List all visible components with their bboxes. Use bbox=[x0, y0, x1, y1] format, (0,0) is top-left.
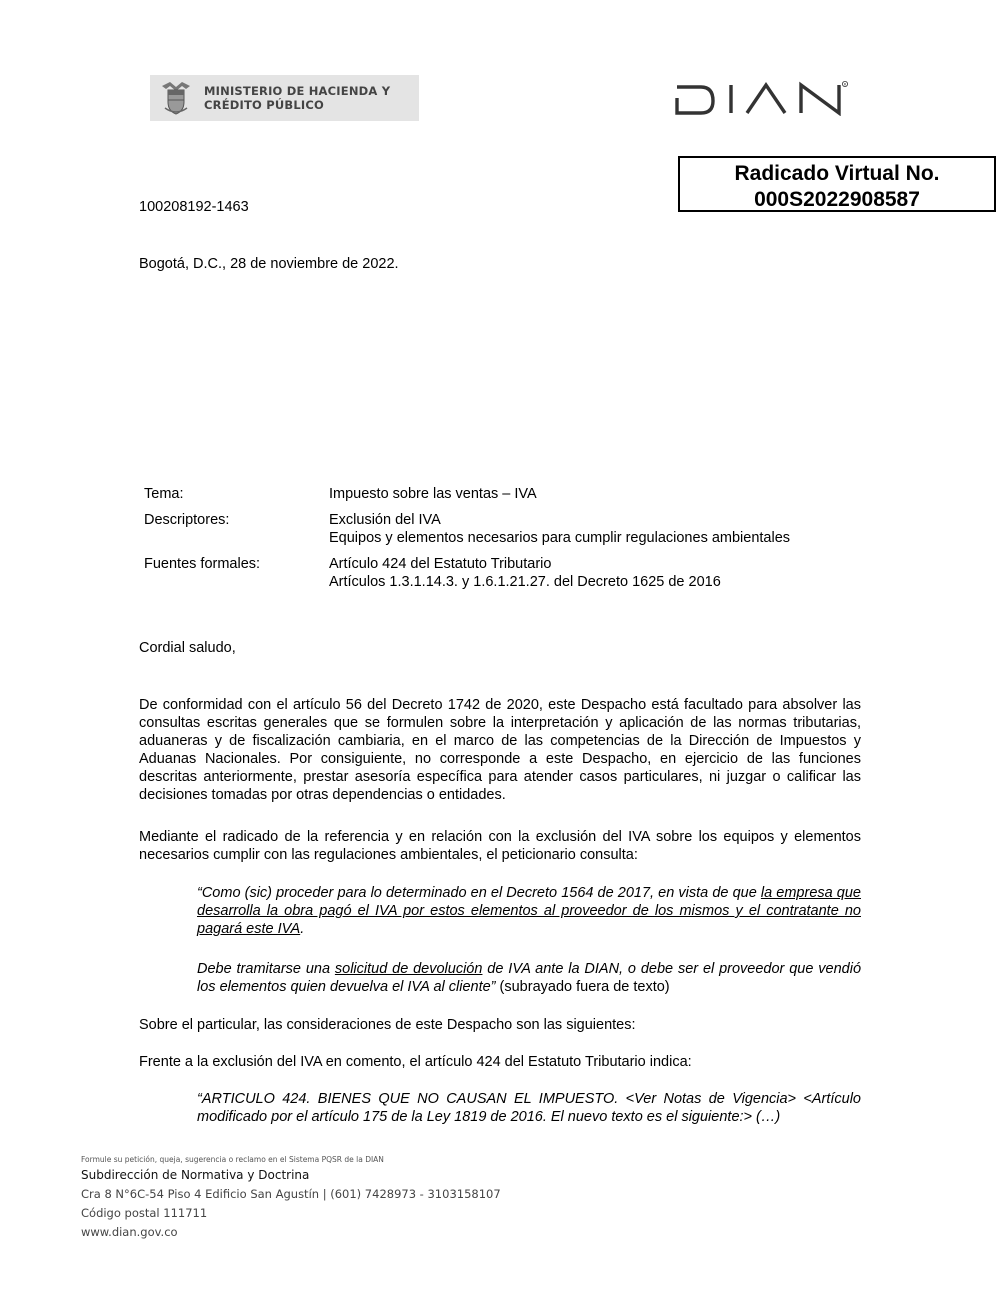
letter-date: Bogotá, D.C., 28 de noviembre de 2022. bbox=[139, 256, 399, 272]
meta-row-descriptores bbox=[144, 511, 790, 547]
greeting: Cordial saludo, bbox=[139, 640, 236, 656]
meta-row-fuentes bbox=[144, 555, 790, 591]
meta-value bbox=[329, 485, 537, 503]
radicado-title: Radicado Virtual No. bbox=[734, 162, 940, 185]
meta-value-line: Impuesto sobre las ventas – IVA bbox=[329, 486, 537, 502]
ministry-name bbox=[204, 84, 390, 112]
meta-value-line: Artículo 424 del Estatuto Tributario bbox=[329, 556, 552, 572]
paragraph-consideraciones: Sobre el particular, las consideraciones de este Despacho son las siguientes: bbox=[139, 1017, 636, 1033]
quote-text: Debe tramitarse una bbox=[197, 961, 335, 977]
quote-note: (subrayado fuera de texto) bbox=[495, 979, 670, 995]
radicado-box bbox=[678, 156, 996, 212]
footer-office: Subdirección de Normativa y Doctrina bbox=[81, 1168, 310, 1182]
quote-underlined-text: la empresa que desarrolla la obra pagó el IVA por estos elementos al proveedor de los mismos y el contratante no pagará este IVA bbox=[197, 885, 861, 937]
meta-value-line: Artículos 1.3.1.14.3. y 1.6.1.21.27. del Decreto 1625 de 2016 bbox=[329, 574, 721, 590]
quote-consulta-1 bbox=[197, 884, 861, 938]
meta-label: Fuentes formales: bbox=[144, 556, 261, 572]
footer-address: Cra 8 N°6C-54 Piso 4 Edificio San Agustín | (601) 7428973 - 3103158107 bbox=[81, 1187, 501, 1201]
meta-value-line: Exclusión del IVA bbox=[329, 512, 441, 528]
colombia-coat-of-arms-icon bbox=[156, 78, 196, 118]
reference-number: 100208192-1463 bbox=[139, 199, 249, 215]
dian-logo bbox=[675, 80, 850, 116]
svg-text:R: R bbox=[843, 82, 847, 87]
ministry-name-line1: MINISTERIO DE HACIENDA Y bbox=[204, 84, 391, 98]
meta-value bbox=[329, 511, 790, 547]
quote-underlined-text: solicitud de devolución bbox=[334, 961, 483, 977]
radicado-number: 000S2022908587 bbox=[754, 188, 920, 211]
paragraph-competence: De conformidad con el artículo 56 del Decreto 1742 de 2020, este Despacho está facultado para absolver las consultas escritas generales que se formulen sobre la interpretación y aplicación de las normas tributarias, aduaneras y de fiscalización cambiaria, en el marco de las competencias de la Dirección de Impuestos y Aduanas Nacionales. Por consiguiente, no corresponde a este Despacho, en ejercicio de las funciones descritas anteriormente, prestar asesoría específica para atender casos particulares, ni juzgar o calificar las decisiones tomadas por otras dependencias o entidades. bbox=[139, 697, 861, 803]
quote-text: “Como (sic) proceder para lo determinado en el Decreto 1564 de 2017, en vista de que bbox=[197, 885, 761, 901]
meta-value bbox=[329, 555, 721, 591]
footer-postal-code: Código postal 111711 bbox=[81, 1206, 208, 1220]
metadata-table bbox=[144, 485, 790, 599]
footer-pqsr: Formule su petición, queja, sugerencia o reclamo en el Sistema PQSR de la DIAN bbox=[81, 1155, 384, 1164]
paragraph-articulo: Frente a la exclusión del IVA en comento, el artículo 424 del Estatuto Tributario indica: bbox=[139, 1054, 692, 1070]
ministry-logo bbox=[150, 75, 419, 121]
quote-consulta-2 bbox=[197, 960, 861, 996]
meta-row-tema bbox=[144, 485, 790, 503]
ministry-name-line2: CRÉDITO PÚBLICO bbox=[204, 98, 324, 112]
footer-website-link[interactable]: www.dian.gov.co bbox=[81, 1225, 178, 1239]
quote-text: . bbox=[300, 921, 305, 937]
paragraph-consulta: Mediante el radicado de la referencia y en relación con la exclusión del IVA sobre los equipos y elementos necesarios cumplir con las regulaciones ambientales, el peticionario consulta: bbox=[139, 829, 861, 863]
meta-value-line: Equipos y elementos necesarios para cumplir regulaciones ambientales bbox=[329, 530, 791, 546]
meta-label: Descriptores: bbox=[144, 512, 230, 528]
quote-articulo-424: “ARTICULO 424. BIENES QUE NO CAUSAN EL IMPUESTO. <Ver Notas de Vigencia> <Artículo modificado por el artículo 175 de la Ley 1819 de 2016. El nuevo texto es el siguiente:> (…) bbox=[197, 1091, 861, 1125]
meta-label: Tema: bbox=[144, 486, 184, 502]
footer bbox=[81, 1153, 501, 1242]
quote-text: de IVA ante la DIAN, o debe ser el proveedor que vendió los elementos quien devuelva el IVA al cliente” bbox=[197, 961, 862, 995]
